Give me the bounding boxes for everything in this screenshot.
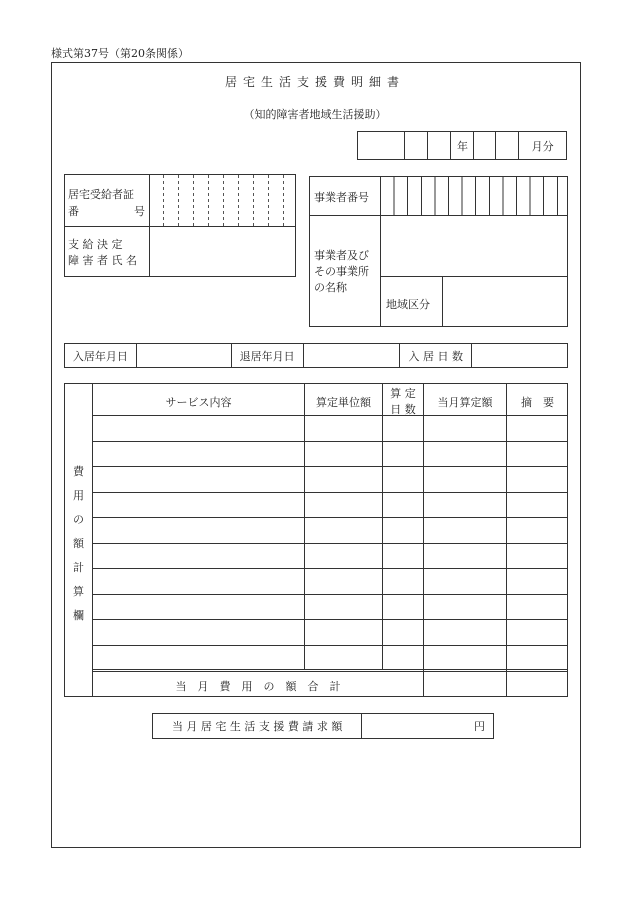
- side-divider: [92, 383, 93, 697]
- side-label-char: 計: [73, 561, 84, 574]
- row-line: [93, 568, 568, 569]
- recipient-name-field[interactable]: [150, 227, 296, 277]
- certificate-number-digits[interactable]: [149, 175, 296, 226]
- form-subtitle: （知的障害者地域生活援助）: [243, 108, 387, 121]
- col-divider-2: [382, 383, 383, 669]
- header-notes: 摘 要: [521, 396, 554, 409]
- stay-days-label: 入 居 日 数: [400, 344, 472, 368]
- exit-date-label: 退居年月日: [231, 344, 303, 368]
- provider-number-digits[interactable]: [381, 177, 568, 215]
- provider-name-label-2: その事業所: [314, 265, 369, 278]
- row-line: [93, 517, 568, 518]
- cert-label-line2a: 番: [68, 205, 79, 218]
- form-id: 様式第37号（第20条関係）: [51, 47, 189, 60]
- row-line: [93, 594, 568, 595]
- col-divider-4: [506, 383, 507, 697]
- total-notes-field[interactable]: [507, 672, 568, 697]
- total-label: 当 月 費 用 の 額 合 計: [175, 680, 341, 693]
- exit-date-field[interactable]: [303, 344, 400, 368]
- claim-amount-field[interactable]: [362, 714, 494, 739]
- side-label-char: 用: [73, 489, 84, 502]
- cert-label-line1: 居宅受給者証: [68, 188, 134, 201]
- era-cell[interactable]: [358, 132, 405, 160]
- row-line: [93, 645, 568, 646]
- entry-date-field[interactable]: [136, 344, 231, 368]
- calc-border: [64, 383, 568, 697]
- side-label-char: の: [73, 513, 84, 526]
- header-service: サービス内容: [165, 396, 232, 409]
- side-label-char: 費: [73, 465, 84, 478]
- month-digit-2[interactable]: [496, 132, 519, 160]
- form-title: 居宅生活支援費明細書: [224, 75, 405, 89]
- year-digit-1[interactable]: [404, 132, 427, 160]
- year-label: 年: [451, 132, 474, 160]
- claim-label: 当 月 居 宅 生 活 支 援 費 請 求 額: [153, 714, 362, 739]
- header-monthly: 当月算定額: [437, 396, 493, 409]
- side-label-char: 額: [73, 537, 84, 550]
- stay-days-field[interactable]: [472, 344, 568, 368]
- provider-name-field[interactable]: [381, 216, 568, 276]
- total-amount-field[interactable]: [424, 672, 506, 697]
- cert-label-line2b: 号: [134, 205, 145, 218]
- yen-unit: 円: [474, 720, 485, 733]
- row-line: [93, 492, 568, 493]
- header-unit: 算定単位額: [316, 396, 371, 409]
- name-label-line1: 支 給 決 定: [68, 238, 123, 251]
- row-line: [93, 441, 568, 442]
- provider-name-label-1: 事業者及び: [314, 249, 369, 262]
- month-label: 月分: [519, 132, 567, 160]
- region-label: 地域区分: [386, 298, 430, 311]
- entry-date-label: 入居年月日: [65, 344, 137, 368]
- total-double-line-1: [93, 669, 568, 670]
- name-label-line2: 障 害 者 氏 名: [68, 254, 137, 267]
- provider-number-label: 事業者番号: [314, 191, 369, 204]
- header-days-1: 算 定: [390, 387, 416, 400]
- header-days-2: 日 数: [390, 403, 416, 416]
- col-divider-1: [304, 383, 305, 669]
- side-label-char: 算: [73, 585, 84, 598]
- row-line: [93, 543, 568, 544]
- row-line: [93, 619, 568, 620]
- region-field[interactable]: [443, 277, 568, 327]
- row-line: [93, 466, 568, 467]
- header-divider: [93, 415, 568, 416]
- year-digit-2[interactable]: [427, 132, 451, 160]
- side-label-char: 欄: [73, 609, 84, 622]
- provider-name-label-3: の名称: [314, 281, 347, 294]
- month-digit-1[interactable]: [474, 132, 496, 160]
- col-divider-3: [423, 383, 424, 697]
